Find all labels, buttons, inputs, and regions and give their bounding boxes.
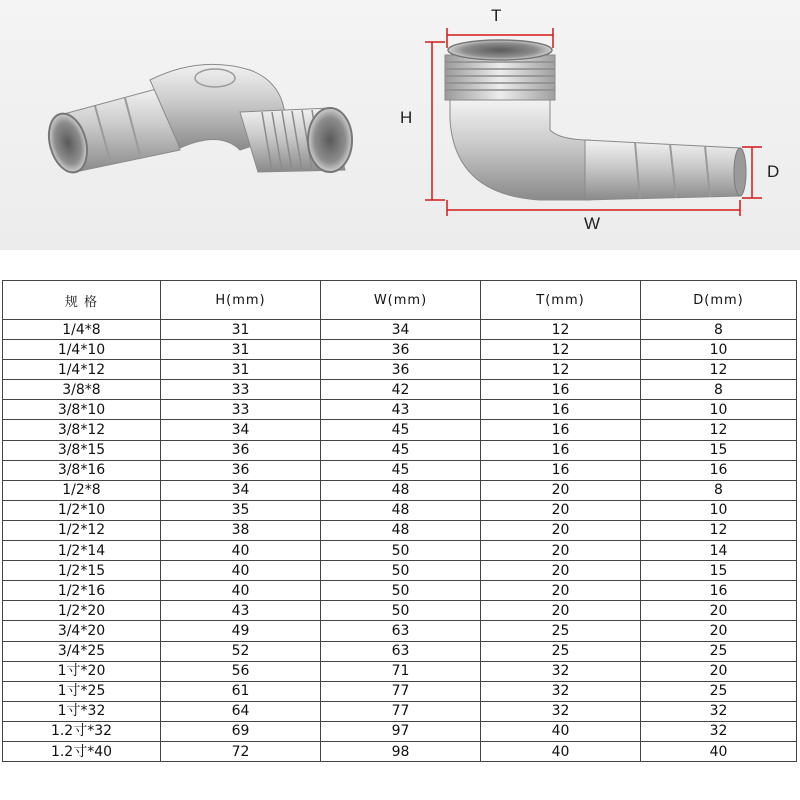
table-header-row bbox=[3, 281, 797, 320]
cell-t: 20 bbox=[481, 500, 641, 520]
table-row bbox=[3, 541, 797, 561]
cell-h: 40 bbox=[161, 561, 321, 581]
cell-h: 36 bbox=[161, 440, 321, 460]
table-row bbox=[3, 420, 797, 440]
cell-d: 10 bbox=[641, 340, 797, 360]
cell-w: 34 bbox=[321, 320, 481, 340]
cell-h: 56 bbox=[161, 661, 321, 681]
cell-d: 12 bbox=[641, 420, 797, 440]
cell-h: 43 bbox=[161, 601, 321, 621]
cell-w: 50 bbox=[321, 541, 481, 561]
cell-w: 71 bbox=[321, 661, 481, 681]
cell-spec: 1/2*14 bbox=[3, 541, 161, 561]
cell-w: 50 bbox=[321, 581, 481, 601]
cell-t: 20 bbox=[481, 601, 641, 621]
cell-d: 10 bbox=[641, 400, 797, 420]
cell-h: 34 bbox=[161, 480, 321, 500]
cell-d: 8 bbox=[641, 320, 797, 340]
cell-t: 16 bbox=[481, 380, 641, 400]
cell-spec: 1/2*15 bbox=[3, 561, 161, 581]
cell-w: 45 bbox=[321, 440, 481, 460]
cell-spec: 1.2寸*40 bbox=[3, 741, 161, 761]
cell-w: 63 bbox=[321, 641, 481, 661]
cell-spec: 3/8*8 bbox=[3, 380, 161, 400]
cell-w: 48 bbox=[321, 520, 481, 540]
cell-spec: 1寸*20 bbox=[3, 661, 161, 681]
cell-t: 16 bbox=[481, 400, 641, 420]
cell-w: 63 bbox=[321, 621, 481, 641]
cell-t: 25 bbox=[481, 621, 641, 641]
cell-t: 40 bbox=[481, 741, 641, 761]
table-row bbox=[3, 721, 797, 741]
cell-t: 32 bbox=[481, 661, 641, 681]
cell-h: 31 bbox=[161, 320, 321, 340]
cell-spec: 1/2*16 bbox=[3, 581, 161, 601]
spec-table-body bbox=[3, 320, 797, 762]
cell-d: 14 bbox=[641, 541, 797, 561]
table-row bbox=[3, 701, 797, 721]
cell-spec: 1寸*32 bbox=[3, 701, 161, 721]
cell-w: 48 bbox=[321, 500, 481, 520]
table-row bbox=[3, 460, 797, 480]
cell-d: 16 bbox=[641, 581, 797, 601]
header-d: D(mm) bbox=[641, 281, 797, 320]
cell-d: 16 bbox=[641, 460, 797, 480]
cell-spec: 1/4*10 bbox=[3, 340, 161, 360]
cell-h: 31 bbox=[161, 340, 321, 360]
cell-t: 20 bbox=[481, 541, 641, 561]
cell-d: 20 bbox=[641, 601, 797, 621]
cell-t: 32 bbox=[481, 681, 641, 701]
cell-h: 38 bbox=[161, 520, 321, 540]
cell-d: 32 bbox=[641, 701, 797, 721]
cell-d: 12 bbox=[641, 520, 797, 540]
dimension-label-w: W bbox=[584, 214, 601, 233]
cell-t: 12 bbox=[481, 360, 641, 380]
cell-h: 35 bbox=[161, 500, 321, 520]
table-row bbox=[3, 681, 797, 701]
cell-spec: 1/4*12 bbox=[3, 360, 161, 380]
cell-h: 64 bbox=[161, 701, 321, 721]
table-row bbox=[3, 480, 797, 500]
cell-spec: 1/2*8 bbox=[3, 480, 161, 500]
right-fitting-image bbox=[445, 40, 746, 200]
table-row bbox=[3, 621, 797, 641]
cell-h: 40 bbox=[161, 541, 321, 561]
cell-d: 15 bbox=[641, 561, 797, 581]
cell-w: 77 bbox=[321, 701, 481, 721]
cell-w: 45 bbox=[321, 460, 481, 480]
cell-w: 42 bbox=[321, 380, 481, 400]
cell-spec: 1/2*20 bbox=[3, 601, 161, 621]
cell-t: 12 bbox=[481, 340, 641, 360]
cell-h: 36 bbox=[161, 460, 321, 480]
spec-table bbox=[2, 280, 797, 762]
table-row bbox=[3, 601, 797, 621]
cell-spec: 1/4*8 bbox=[3, 320, 161, 340]
cell-h: 72 bbox=[161, 741, 321, 761]
cell-t: 25 bbox=[481, 641, 641, 661]
table-row bbox=[3, 661, 797, 681]
cell-w: 36 bbox=[321, 360, 481, 380]
cell-d: 10 bbox=[641, 500, 797, 520]
table-row bbox=[3, 400, 797, 420]
cell-h: 52 bbox=[161, 641, 321, 661]
header-spec: 规 格 bbox=[3, 281, 161, 320]
table-row bbox=[3, 320, 797, 340]
cell-t: 20 bbox=[481, 581, 641, 601]
cell-w: 45 bbox=[321, 420, 481, 440]
cell-d: 20 bbox=[641, 661, 797, 681]
cell-d: 12 bbox=[641, 360, 797, 380]
cell-spec: 3/4*20 bbox=[3, 621, 161, 641]
table-row bbox=[3, 500, 797, 520]
cell-spec: 1/2*10 bbox=[3, 500, 161, 520]
cell-d: 20 bbox=[641, 621, 797, 641]
header-t: T(mm) bbox=[481, 281, 641, 320]
product-photo-band bbox=[0, 0, 800, 250]
dimension-label-d: D bbox=[767, 162, 780, 181]
table-row bbox=[3, 520, 797, 540]
cell-spec: 3/8*16 bbox=[3, 460, 161, 480]
cell-d: 40 bbox=[641, 741, 797, 761]
cell-d: 8 bbox=[641, 480, 797, 500]
cell-w: 77 bbox=[321, 681, 481, 701]
cell-spec: 1/2*12 bbox=[3, 520, 161, 540]
header-h: H(mm) bbox=[161, 281, 321, 320]
cell-d: 32 bbox=[641, 721, 797, 741]
cell-h: 33 bbox=[161, 400, 321, 420]
cell-w: 48 bbox=[321, 480, 481, 500]
header-w: W(mm) bbox=[321, 281, 481, 320]
cell-t: 20 bbox=[481, 480, 641, 500]
cell-spec: 3/4*25 bbox=[3, 641, 161, 661]
cell-h: 40 bbox=[161, 581, 321, 601]
cell-d: 8 bbox=[641, 380, 797, 400]
cell-t: 32 bbox=[481, 701, 641, 721]
cell-spec: 3/8*12 bbox=[3, 420, 161, 440]
table-row bbox=[3, 440, 797, 460]
cell-t: 16 bbox=[481, 460, 641, 480]
cell-t: 16 bbox=[481, 440, 641, 460]
cell-w: 50 bbox=[321, 561, 481, 581]
table-row bbox=[3, 340, 797, 360]
dimension-label-h: H bbox=[400, 108, 413, 127]
cell-h: 33 bbox=[161, 380, 321, 400]
table-row bbox=[3, 641, 797, 661]
left-fitting-image bbox=[43, 64, 352, 176]
cell-w: 97 bbox=[321, 721, 481, 741]
table-row bbox=[3, 741, 797, 761]
cell-spec: 1.2寸*32 bbox=[3, 721, 161, 741]
cell-w: 43 bbox=[321, 400, 481, 420]
cell-t: 20 bbox=[481, 561, 641, 581]
cell-h: 69 bbox=[161, 721, 321, 741]
cell-w: 50 bbox=[321, 601, 481, 621]
cell-t: 12 bbox=[481, 320, 641, 340]
cell-spec: 3/8*15 bbox=[3, 440, 161, 460]
table-row bbox=[3, 561, 797, 581]
cell-d: 25 bbox=[641, 641, 797, 661]
cell-d: 15 bbox=[641, 440, 797, 460]
table-row bbox=[3, 581, 797, 601]
cell-h: 31 bbox=[161, 360, 321, 380]
dimension-label-t: T bbox=[491, 6, 502, 25]
cell-w: 36 bbox=[321, 340, 481, 360]
cell-h: 34 bbox=[161, 420, 321, 440]
cell-t: 40 bbox=[481, 721, 641, 741]
cell-spec: 1寸*25 bbox=[3, 681, 161, 701]
cell-h: 61 bbox=[161, 681, 321, 701]
cell-spec: 3/8*10 bbox=[3, 400, 161, 420]
cell-w: 98 bbox=[321, 741, 481, 761]
cell-t: 16 bbox=[481, 420, 641, 440]
cell-d: 25 bbox=[641, 681, 797, 701]
cell-h: 49 bbox=[161, 621, 321, 641]
table-row bbox=[3, 360, 797, 380]
table-row bbox=[3, 380, 797, 400]
cell-t: 20 bbox=[481, 520, 641, 540]
